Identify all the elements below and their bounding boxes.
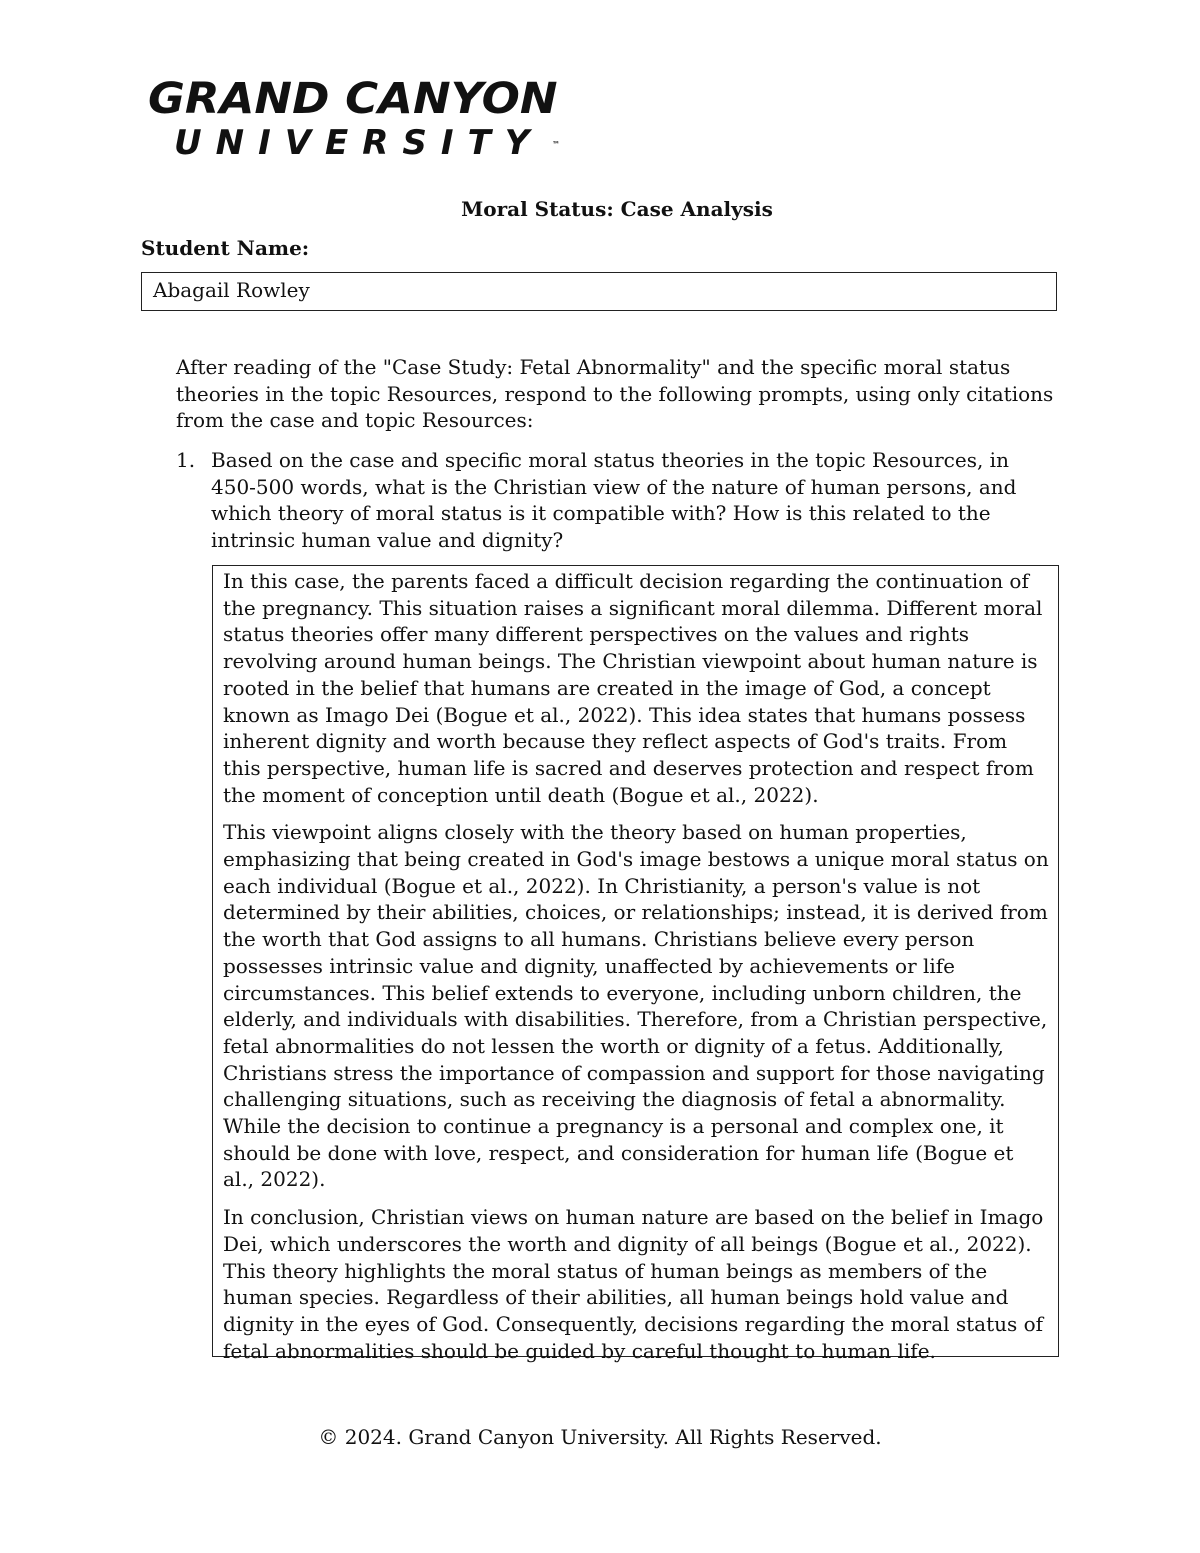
answer-text-area[interactable] [212,565,1059,1363]
answer-paragraph: In conclusion, Christian views on human nature are based on the belief in Imago Dei, which underscores the worth and dignity of all beings (Bogue et al., 2022). This theory highlights the moral status of human beings as members of the human species. Regardless of their abilities, all human beings hold value and dignity in the eyes of God. Consequently, decisions regarding the moral status of fetal abnormalities should be guided by careful thought to human life. [223,1205,1044,1363]
student-name-label: Student Name: [141,236,310,260]
logo-line-2-text: UNIVERSITY [174,123,544,163]
copyright-footer: © 2024. Grand Canyon University. All Rights Reserved. [318,1425,882,1449]
prompt-item [176,447,1046,553]
university-logo [148,73,568,163]
logo-line-2 [174,124,568,162]
logo-trademark: ™ [552,140,560,149]
instructions-text: After reading of the "Case Study: Fetal Abnormality" and the specific moral status theories in the topic Resources, respond to the following prompts, using only citations from the case and topic Resources: [176,355,1054,432]
document-title: Moral Status: Case Analysis [461,197,773,221]
logo-line-1: GRAND CANYON [148,73,558,124]
prompt-number: 1. [176,448,196,472]
student-name-value: Abagail Rowley [153,278,310,302]
answer-paragraph: This viewpoint aligns closely with the theory based on human properties, emphasizing that being created in God's image bestows a unique moral status on each individual (Bogue et al., 2022). In Christianity, a person's value is not determined by their abilities, choices, or relationships; instead, it is derived from the worth that God assigns to all humans. Christians believe every person possesses intrinsic value and dignity, unaffected by achievements or life circumstances. This belief extends to everyone, including unborn children, the elderly, and individuals with disabilities. Therefore, from a Christian perspective, fetal abnormalities do not lessen the worth or dignity of a fetus. Additionally, Christians stress the importance of compassion and support for those navigating challenging situations, such as receiving the diagnosis of fetal a abnormality. While the decision to continue a pregnancy is a personal and complex one, it should be done with love, respect, and consideration for human life (Bogue et al., 2022). [223,820,1049,1192]
answer-paragraph: In this case, the parents faced a difficult decision regarding the continuation of the pregnancy. This situation raises a significant moral dilemma. Different moral status theories offer many different perspectives on the values and rights revolving around human beings. The Christian viewpoint about human nature is rooted in the belief that humans are created in the image of God, a concept known as Imago Dei (Bogue et al., 2022). This idea states that humans possess inherent dignity and worth because they reflect aspects of God's traits. From this perspective, human life is sacred and deserves protection and respect from the moment of conception until death (Bogue et al., 2022). [223,569,1043,807]
student-name-field[interactable] [141,272,1057,311]
prompt-text: Based on the case and specific moral status theories in the topic Resources, in 450-500 words, what is the Christian view of the nature of human persons, and which theory of moral status is it compatible with? How is this related to the intrinsic human value and dignity? [211,448,1017,552]
